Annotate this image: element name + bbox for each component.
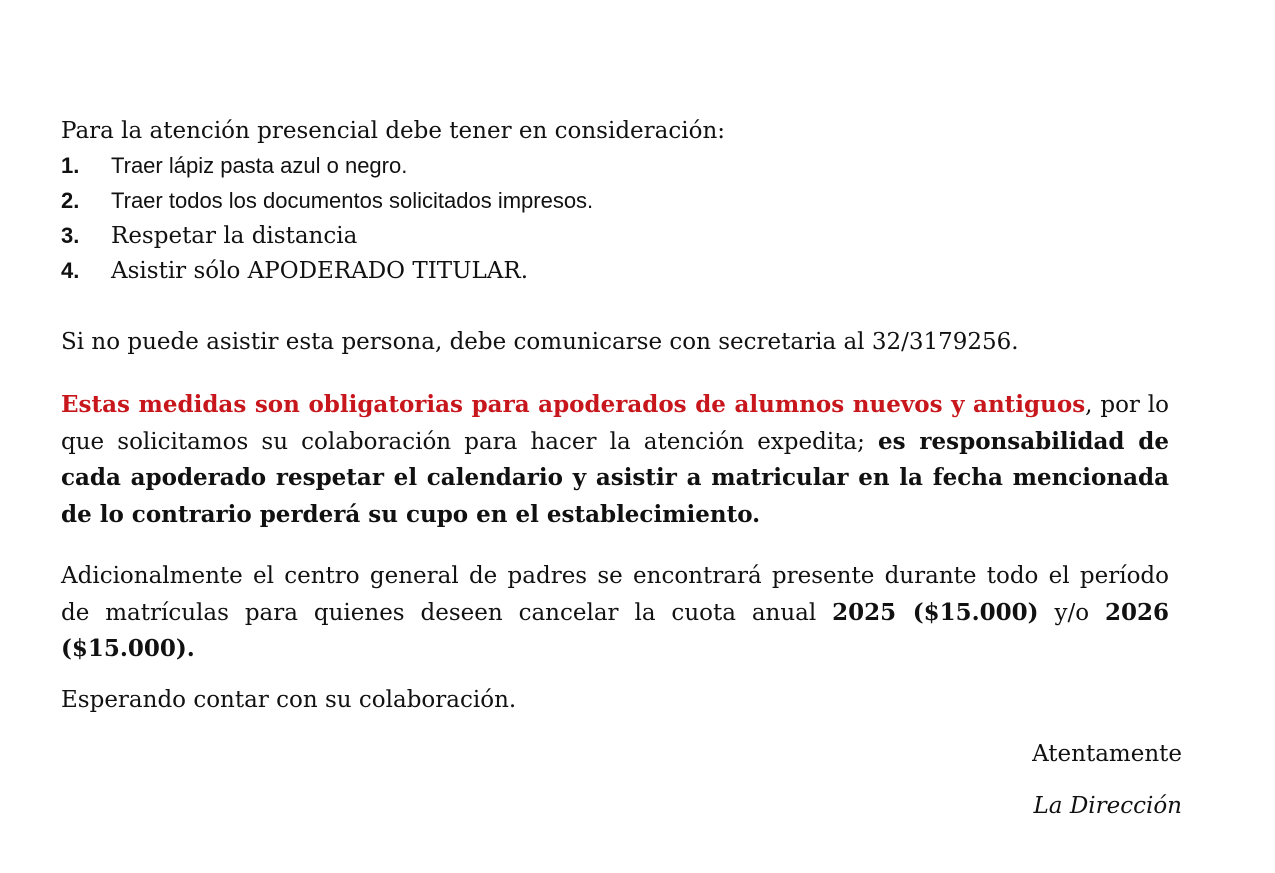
list-item-text: Respetar la distancia (111, 223, 358, 249)
paragraph-text: Adicionalmente el centro general de padres se encontrará presente durante todo el período de matrículas para quienes deseen cancelar la cuota anual (61, 563, 1169, 626)
paragraph-text: , por lo que solicitamos su colaboración para hacer la atención expedita; (61, 392, 1169, 455)
warning-text: Estas medidas son obligatorias para apoderados de alumnos nuevos y antiguos (61, 391, 1086, 418)
signature-greeting: Atentamente (1032, 741, 1182, 767)
responsibility-text: es responsabilidad de cada apoderado respetar el calendario y asistir a matricular en la fecha mencionada de lo contrario perderá su cupo en el establecimiento. (61, 427, 1169, 528)
list-item (61, 253, 593, 288)
list-item-number: 3. (61, 223, 80, 248)
list-item (61, 183, 593, 218)
fees-paragraph (61, 558, 1169, 668)
list-item-text: Asistir sólo APODERADO TITULAR. (111, 258, 529, 284)
list-item-number: 1. (61, 153, 80, 178)
closing-text: Esperando contar con su colaboración. (61, 687, 517, 713)
intro-text: Para la atención presencial debe tener en consideración: (61, 118, 726, 144)
list-item-text: Traer lápiz pasta azul o negro. (111, 153, 408, 178)
signature-sender: La Dirección (1033, 793, 1182, 819)
fee-2025: 2025 ($15.000) (832, 598, 1039, 626)
contact-text: Si no puede asistir esta persona, debe comunicarse con secretaria al 32/3179256. (61, 329, 1019, 355)
list-item-number: 2. (61, 188, 80, 213)
list-item (61, 218, 593, 253)
list-item-number: 4. (61, 258, 80, 283)
paragraph-text: y/o (1038, 599, 1105, 626)
requirements-list (61, 148, 593, 288)
obligations-paragraph (61, 387, 1169, 533)
list-item (61, 148, 593, 183)
list-item-text: Traer todos los documentos solicitados impresos. (111, 188, 594, 213)
fee-2026: 2026 ($15.000). (61, 598, 1169, 662)
